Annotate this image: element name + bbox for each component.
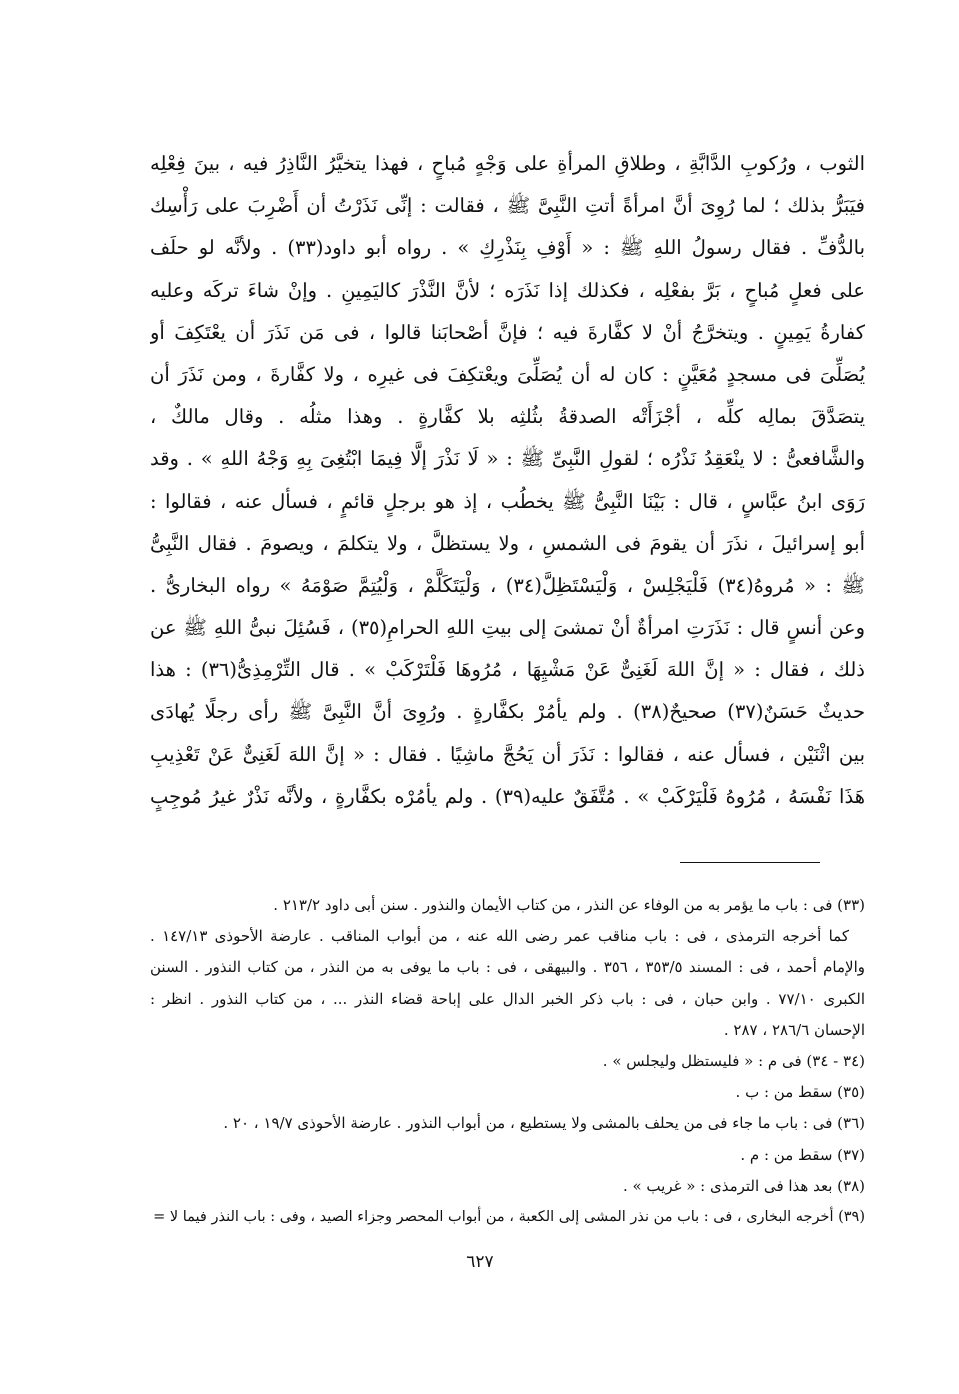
main-text-line: يُصَلِّىَ فى مسجدٍ مُعَيَّنٍ : كان له أن يُصَلِّىَ ويعْتكِفَ فى غيرِه ، ولا كفَّارةَ ، ومن نَذَرَ أن: [150, 362, 865, 386]
footnote-line: (٣٥) سقط من : ب .: [735, 1083, 865, 1102]
page-number: ٦٢٧: [466, 1252, 494, 1272]
footnote-line: الكبرى ٧٧/١٠ . وابن حبان ، فى : باب ذكر الخبر الدال على إباحة قضاء النذر ... ، من كتاب النذور . انظر :: [150, 989, 865, 1008]
main-text-line: ﷺ : « مُروهُ(٣٤) فَلْيَجْلِسْ ، وَلْيَسْتَظِلَّ(٣٤) ، وَلْيَتَكَلَّمْ ، وَلْيُتِمَّ صَوْمَهُ » رواه البخارىُّ .: [150, 573, 865, 597]
footnote-line: (٣٦) فى : باب ما جاء فى من يحلف بالمشى ولا يستطيع ، من أبواب النذور . عارضة الأحوذى ١٩/٧ ، ٢٠ .: [223, 1114, 865, 1133]
main-text-line: الثوب ، ورُكوبِ الدَّابَّةِ ، وطلاقِ المرأةِ على وَجْهٍ مُباحٍ ، فهذا يتخيَّرُ النَّاذِرُ فيه ، بينَ فِعْلِه: [150, 152, 865, 175]
footnote-line: (٣٧) سقط من : م .: [740, 1145, 865, 1164]
main-text-line: وعن أنسٍ قال : نَذَرَتِ امرأةٌ أنْ تمشىَ إلى بيتِ اللهِ الحرامِ(٣٥) ، فَسُئِلَ نبىُّ اللهِ ﷺ عن: [150, 616, 865, 640]
main-text-line: أبو إسرائيلَ ، نذَرَ أن يقومَ فى الشمسِ ، ولا يستظلَّ ، ولا يتكلمَ ، ويصومَ . فقال النَّبِىُّ: [150, 531, 865, 555]
main-text-line: والشَّافعىُّ : لا ينْعَقِدُ نَذْرُه ؛ لقولِ النَّبِىِّ ﷺ : « لَا نَذْرَ إلَّا فِيمَا ابْتُغِىَ بِهِ وَجْهُ اللهِ » . وقد: [150, 447, 865, 471]
footnote-divider: [680, 862, 820, 863]
main-text-line: على فعلٍ مُباحٍ ، بَرَّ بفعْلِه ، فكذلك إذا نَذَرَه ؛ لأنَّ النَّذْرَ كاليَمِينِ . وإنْ شاءَ تركَه وعليه: [150, 278, 865, 302]
footnotes-block: [150, 890, 865, 1233]
main-text-line: يتصَدَّقَ بمالِه كلِّه ، أجْزَأَتْه الصدقةُ بثُلثِه بلا كفَّارةٍ . وهذا مثلُه . وقال مالكٌ ،: [150, 405, 865, 429]
main-text-line: فيَبَرُّ بذلك ؛ لما رُوِىَ أنَّ امرأةً أتتِ النَّبِىَّ ﷺ ، فقالت : إنِّى نَذَرْتُ أن أَضْرِبَ على رَأْسِك: [150, 194, 865, 218]
main-text-line: حديثٌ حَسَنٌ(٣٧) صحيحٌ(٣٨) . ولم يأمُرْ بكفَّارةٍ . ورُوِىَ أنَّ النَّبِىَّ ﷺ رأى رجلًا يُهادَى: [150, 700, 865, 724]
main-text-line: بين اثْنَيْن ، فسأل عنه ، فقالوا : نَذَرَ أن يَحُجَّ ماشِيًا . فقال : « إنَّ اللهَ لَغَنِىٌّ عَنْ تَعْذِيبِ: [150, 742, 865, 766]
main-text-line: رَوَى ابنُ عبَّاسٍ ، قال : بَيْنَا النَّبِىُّ ﷺ يخطُب ، إذ هو برجلٍ قائمٍ ، فسأل عنه ، فقالوا :: [150, 489, 865, 513]
main-text-line: ذلك ، فقال : « إنَّ اللهَ لَغَنِىٌّ عَنْ مَشْيِهَا ، مُرُوهَا فَلْتَرْكَبْ » . قال التِّرْمِذِىُّ(٣٦) : هذا: [150, 658, 865, 682]
footnote-line: كما أخرجه الترمذى ، فى : باب مناقب عمر رضى الله عنه ، من أبواب المناقب . عارضة الأحوذى ١٤٧/١٣ .: [150, 927, 849, 946]
footnote-line: الإحسان ٢٨٦/٦ ، ٢٨٧ .: [723, 1020, 865, 1039]
footnote-line: (٣٤ - ٣٤) فى م : « فليستظل وليجلس » .: [602, 1051, 865, 1070]
footnote-line: (٣٨) بعد هذا فى الترمذى : « غريب » .: [622, 1176, 865, 1195]
main-text-line: كفارةُ يَمِينٍ . ويتخرَّجُ أنْ لا كفَّارةَ فيه ؛ فإنَّ أصْحابَنا قالوا ، فى مَن نَذَرَ أن يعْتَكِفَ أو: [150, 320, 865, 344]
footnote-line: والإمام أحمد ، فى : المسند ٣٥٣/٥ ، ٣٥٦ . والبيهقى ، فى : باب ما يوفى به من النذر ، من كتاب النذور . السنن: [150, 958, 865, 977]
main-text-block: [150, 143, 865, 818]
main-text-line: بالدُّفِّ . فقال رسولُ اللهِ ﷺ : « أَوْفِ بِنَذْرِكِ » . رواه أبو داود(٣٣) . ولأنَّه لو حلَف: [150, 236, 865, 260]
main-text-line: هَذَا نَفْسَهُ ، مُرُوهُ فَلْيَرْكَبْ » . مُتَّفَقٌ عليه(٣٩) . ولم يأمُرْه بكفَّارةٍ ، ولأنَّه نَذْرٌ غيرُ مُوجِبٍ: [150, 784, 865, 808]
footnote-line: (٣٩) أخرجه البخارى ، فى : باب من نذر المشى إلى الكعبة ، من أبواب المحصر وجزاء الصيد ، وفى : باب النذر فيما لا =: [153, 1208, 865, 1225]
footnote-line: (٣٣) فى : باب ما يؤمر به من الوفاء عن النذر ، من كتاب الأيمان والنذور . سنن أبى داود ٢١٣/٢ .: [273, 896, 865, 914]
